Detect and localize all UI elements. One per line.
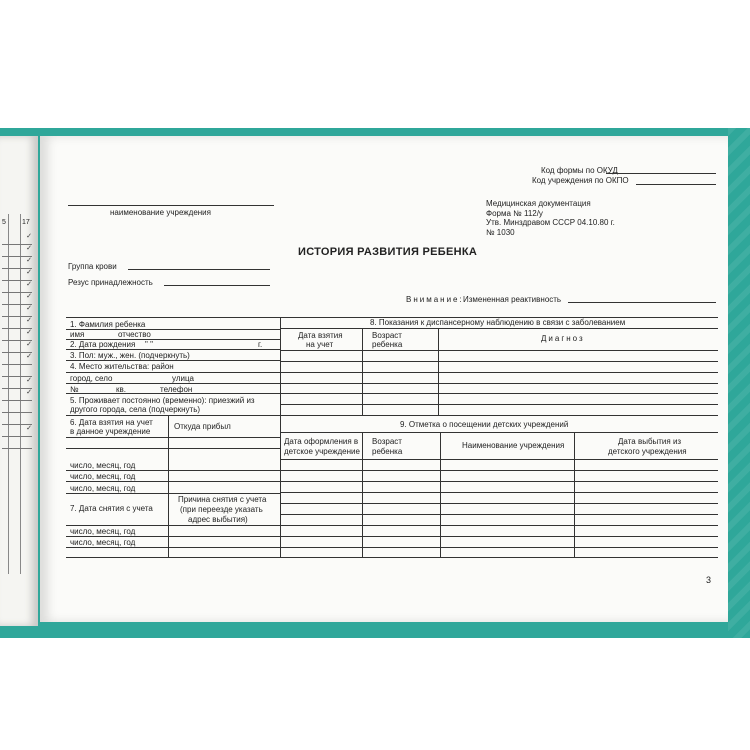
approved-text: Утв. Минздравом СССР 04.10.80 г. [486,218,615,227]
dmy-label-3: число, месяц, год [70,484,136,493]
section8-date-label-1: Дата взятия [298,331,343,340]
year-suffix: г. [258,340,263,349]
attention-word: Внимание: [406,295,464,304]
section8-age-label-2: ребенка [372,340,403,349]
section9-age-label-1: Возраст [372,437,402,446]
section8-date-label-2: на учет [306,340,334,349]
from-where-label: Откуда прибыл [174,422,231,431]
okpo-label: Код учреждения по ОКПО [532,176,629,185]
section9-reg-label-1: Дата оформления в [284,437,359,446]
surname-label: 1. Фамилия ребенка [70,320,146,329]
form-number: Форма № 112/у [486,209,543,218]
city-label: город, село [70,374,113,383]
page-number: 3 [706,575,712,585]
dmy-label-2: число, месяц, год [70,472,136,481]
reg-date-label-1: 6. Дата взятия на учет [70,418,153,427]
institution-label: наименование учреждения [110,208,211,217]
reason-label-1: Причина снятия с учета [178,495,267,504]
birth-date-label: 2. Дата рождения [70,340,136,349]
dmy-label-1: число, месяц, год [70,461,136,470]
street-label: улица [172,374,194,383]
section8-title: 8. Показания к диспансерному наблюдению в связи с заболеванием [370,318,626,327]
section8-age-label-1: Возраст [372,331,402,340]
okud-label: Код формы по ОКУД [541,166,618,175]
section9-leave-label-1: Дата выбытия из [618,437,682,446]
rh-label: Резус принадлежность [68,278,153,287]
blood-group-label: Группа крови [68,262,117,271]
dereg-date-label: 7. Дата снятия с учета [70,504,153,513]
left-page-col-label: 17 [22,219,30,226]
patronymic-label: отчество [118,330,151,339]
name-label: имя [70,330,85,339]
dmy-label-4: число, месяц, год [70,527,136,536]
left-page: 5 17 ✓ ✓ ✓ ✓ ✓ ✓ ✓ ✓ ✓ ✓ ✓ ✓ ✓ ✓ [0,136,38,626]
section9-name-label: Наименование учреждения [462,441,565,450]
section9-leave-label-2: детского учреждения [608,447,687,456]
section9-age-label-2: ребенка [372,447,403,456]
birth-date-quotes: " " [145,340,153,349]
section9-reg-label-2: детское учреждение [284,447,360,456]
reason-label-3: адрес выбытия) [188,515,248,524]
reason-label-2: (при переезде указать [180,505,263,514]
medical-doc: Медицинская документация [486,199,591,208]
cover-pattern [728,128,750,638]
number-label: № [70,385,79,394]
apt-label: кв. [116,385,126,394]
reg-date-label-2: в данное учреждение [70,427,151,436]
residence-label: 4. Место жительства: район [70,362,174,371]
lives-label-2: другого города, села (подчеркнуть) [70,405,201,414]
page-title: ИСТОРИЯ РАЗВИТИЯ РЕБЕНКА [298,246,478,258]
phone-label: телефон [160,385,193,394]
section9-title: 9. Отметка о посещении детских учреждений [400,420,569,429]
left-page-col-label: 5 [2,219,6,226]
section8-diagnosis-label: Диагноз [541,334,585,343]
attention-label: Измененная реактивность [463,295,562,304]
dmy-label-5: число, месяц, год [70,538,136,547]
order-number: № 1030 [486,228,515,237]
lives-label-1: 5. Проживает постоянно (временно): приезжий из [70,396,255,405]
sex-label: 3. Пол: муж., жен. (подчеркнуть) [70,351,190,360]
